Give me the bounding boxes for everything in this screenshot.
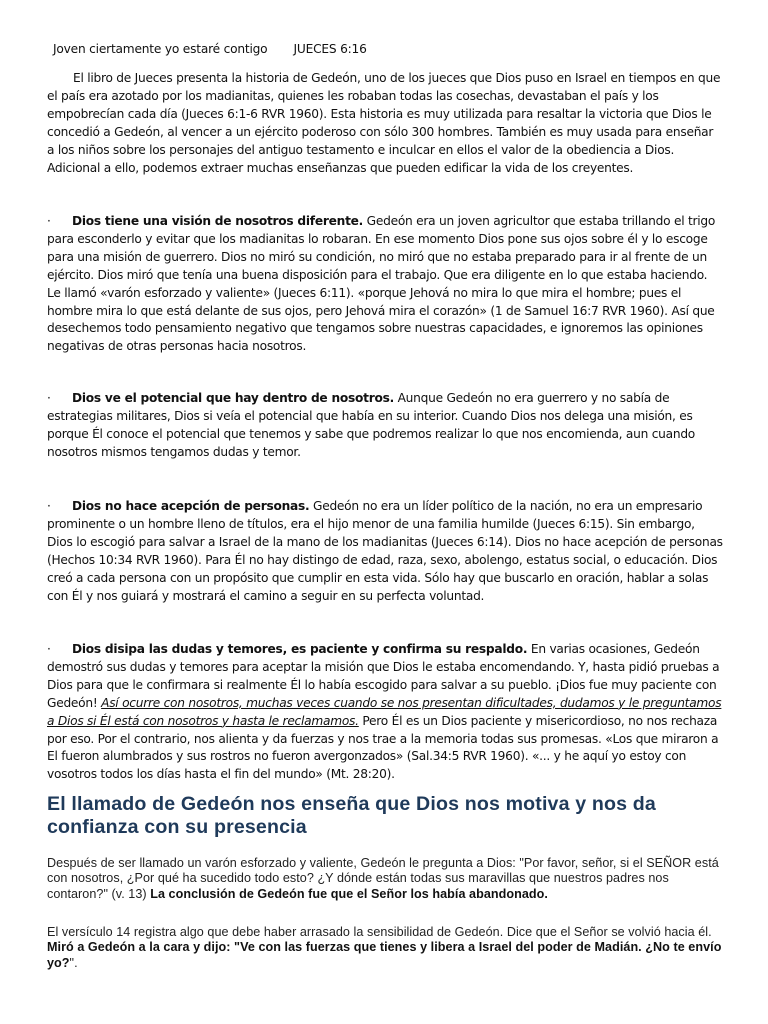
bullet-lead: Dios tiene una visión de nosotros diferente.	[72, 214, 364, 228]
intro-paragraph	[47, 70, 723, 177]
bullet-marker: ·	[47, 214, 51, 228]
bullet-marker: ·	[47, 391, 51, 405]
body-paragraph	[47, 856, 723, 902]
bullet-lead: Dios ve el potencial que hay dentro de nosotros.	[72, 391, 394, 405]
intro-text: El libro de Jueces presenta la historia de Gedeón, uno de los jueces que Dios puso en Israel en tiempos en que el país era azotado por los madianitas, quienes les robaban todas las cosechas, devastaban el país y los empobrecían cada día (Jueces 6:1-6 RVR 1960). Esta historia es muy utilizada para resaltar la victoria que Dios le concedió a Gedeón, al vencer a un ejército poderoso con sólo 300 hombres. También es muy usada para enseñar a los niños sobre los personajes del antiguo testamento e inculcar en ellos el valor de la obediencia a Dios. Adicional a ello, podemos extraer muchas enseñanzas que pueden edificar la vida de los creyentes.	[47, 71, 721, 175]
bullet-body: En varias ocasiones, Gedeón demostró sus dudas y temores para aceptar la misión que Dios le estaba encomendando. Y, hasta pidió pruebas a Dios para que le confirmara si realmente Él lo había escogido para salvar a su pueblo. ¡Dios fue muy paciente con Gedeón!	[47, 642, 720, 710]
document-title: Joven ciertamente yo estaré contigo	[53, 42, 268, 56]
document-header	[53, 42, 367, 56]
bullet-lead: Dios disipa las dudas y temores, es paciente y confirma su respaldo.	[72, 642, 528, 656]
scripture-reference: JUECES 6:16	[293, 42, 367, 56]
bullet-item	[47, 641, 723, 784]
paragraph-bold-text: La conclusión de Gedeón fue que el Señor los había abandonado.	[150, 886, 548, 901]
section-heading: El llamado de Gedeón nos enseña que Dios nos motiva y nos da confianza con su presencia	[47, 793, 656, 838]
bullet-body: Aunque Gedeón no era guerrero y no sabía de estrategias militares, Dios si veía el potencial que había en su interior. Cuando Dios nos delega una misión, es porque Él conoce el potencial que tenemos y sabe que podremos realizar lo que nos encomienda, aun cuando nosotros mismos tengamos dudas y temor.	[47, 391, 696, 459]
paragraph-bold-text: Miró a Gedeón a la cara y dijo: "Ve con las fuerzas que tienes y libera a Israel del poder de Madián. ¿No te envío yo?	[47, 940, 722, 970]
body-paragraph	[47, 925, 723, 971]
emphasized-text: Así ocurre con nosotros, muchas veces cuando se nos presentan dificultades, dudamos y le preguntamos a Dios si Él está con nosotros y hasta le reclamamos.	[47, 695, 722, 728]
bullet-body: Gedeón era un joven agricultor que estaba trillando el trigo para esconderlo y evitar que los madianitas lo robaran. En ese momento Dios pone sus ojos sobre él y lo escoge para una misión de guerrero. Dios no miró su condición, no miró que no estaba preparado para ir al frente de un ejército. Dios miró que tenía una buena disposición para el trabajo. Que era diligente en lo que estaba haciendo. Le llamó «varón esforzado y valiente» (Jueces 6:11). «porque Jehová no mira lo que mira el hombre; pues el hombre mira lo que está delante de sus ojos, pero Jehová mira el corazón» (1 de Samuel 16:7 RVR 1960). Así que desechemos todo pensamiento negativo que tengamos sobre nuestras capacidades, e ignoremos las opiniones negativas de otras personas hacia nosotros.	[47, 214, 716, 354]
paragraph-text: El versículo 14 registra algo que debe haber arrasado la sensibilidad de Gedeón. Dice que el Señor se volvió hacia él.	[47, 925, 712, 939]
bullet-marker: ·	[47, 642, 51, 656]
bullet-item	[47, 213, 723, 356]
bullet-item	[47, 390, 723, 462]
bullet-tail: Pero Él es un Dios paciente y misericordioso, no nos rechaza por eso. Por el contrario, nos alienta y da fuerzas y nos trae a la memoria todas sus promesas. «Los que miraron a El fueron alumbrados y sus rostros no fueron avergonzados» (Sal.34:5 RVR 1960). «... y he aquí yo estoy con vosotros todos los días hasta el fin del mundo» (Mt. 28:20).	[47, 713, 719, 782]
paragraph-text: Después de ser llamado un varón esforzado y valiente, Gedeón le pregunta a Dios: "Por favor, señor, si el SEÑOR está con nosotros, ¿Por qué ha sucedido todo esto? ¿Y dónde están todas sus maravillas que nuestros padres nos contaron?" (v. 13)	[47, 856, 719, 901]
bullet-marker: ·	[47, 499, 51, 513]
bullet-item	[47, 498, 723, 605]
bullet-lead: Dios no hace acepción de personas.	[72, 499, 310, 513]
paragraph-tail: ".	[69, 955, 78, 970]
bullet-body: Gedeón no era un líder político de la nación, no era un empresario prominente o un hombre lleno de títulos, era el hijo menor de una familia humilde (Jueces 6:15). Sin embargo, Dios lo escogió para salvar a Israel de la mano de los madianitas (Jueces 6:14). Dios no hace acepción de personas (Hechos 10:34 RVR 1960). Para Él no hay distingo de edad, raza, sexo, abolengo, estatus social, o educación. Dios creó a cada persona con un propósito que cumplir en esta vida. Sólo hay que buscarlo en oración, hablar a solas con Él y nos guiará y mostrará el camino a seguir en su perfecta voluntad.	[47, 499, 723, 603]
